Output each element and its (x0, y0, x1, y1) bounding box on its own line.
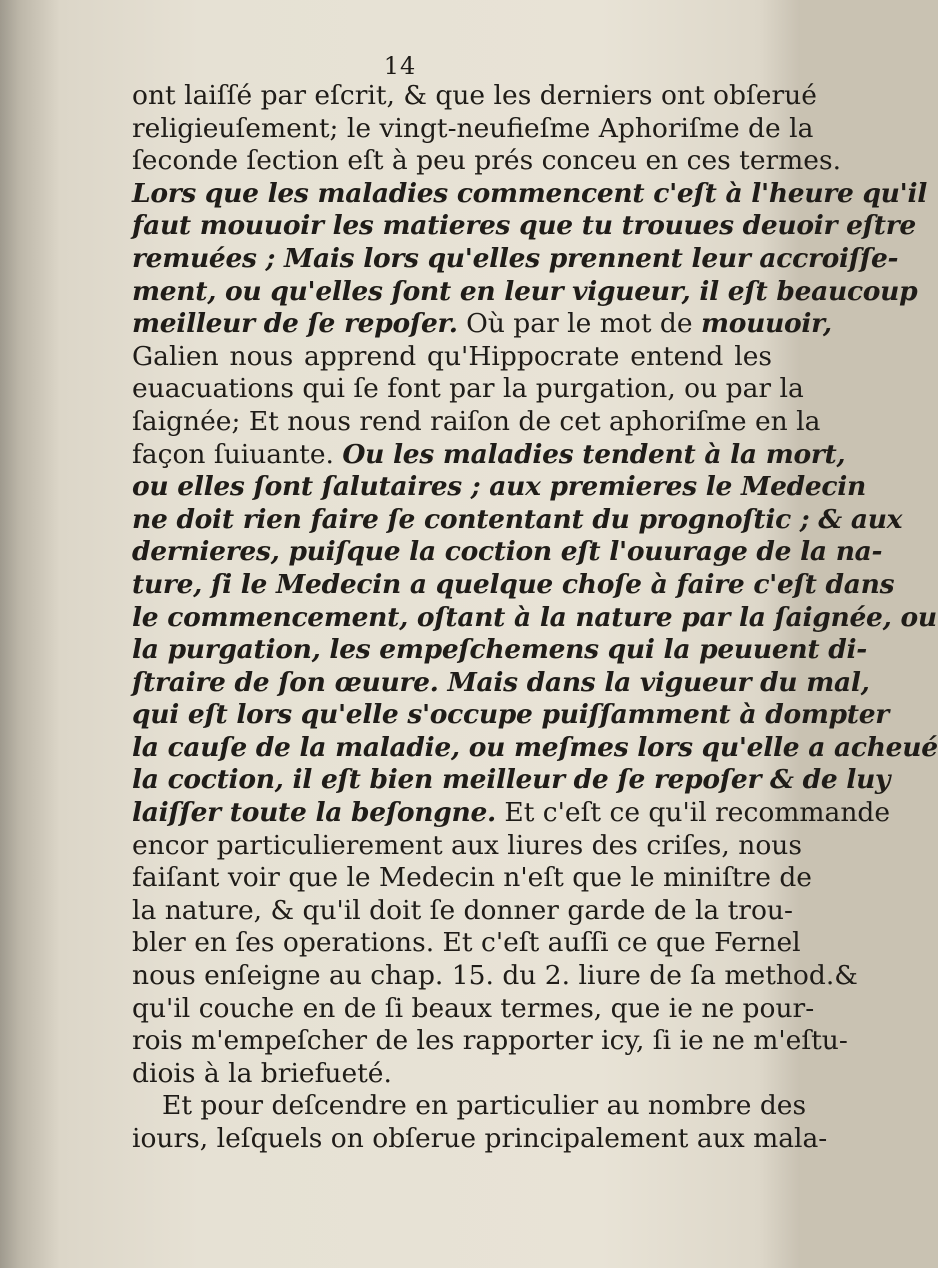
italic-text-segment: ture, ſi le Medecin a quelque choſe à faire c'eſt dans (132, 568, 895, 600)
text-segment: bler en ſes operations. Et c'eſt auſſi ce que Fernel (132, 927, 801, 959)
text-line (132, 568, 895, 602)
text-line (132, 373, 804, 406)
text-segment: ſeconde ſection eſt à peu prés conceu en ces termes. (132, 145, 842, 177)
text-segment: Galien nous apprend qu'Hippocrate entend les (132, 340, 772, 372)
italic-text-segment: Lors que les maladies commencent c'eſt à l'heure qu'il (132, 177, 928, 209)
italic-text-segment: remuées ; Mais lors qu'elles prennent leur accroiſſe- (132, 242, 899, 274)
text-segment: ont laiſſé par eſcrit, & que les derniers ont obſerué (132, 80, 817, 111)
text-segment: diois à la briefueté. (132, 1057, 392, 1089)
text-line (132, 536, 883, 569)
text-line (132, 80, 817, 113)
text-line (132, 275, 918, 309)
text-line (132, 1058, 772, 1091)
text-line (132, 341, 772, 374)
text-line (132, 177, 928, 211)
text-line (132, 731, 938, 765)
italic-text-segment: ne doit rien faire ſe contentant du prognoſtic ; & aux (132, 503, 903, 535)
text-segment: euacuations qui ſe font par la purgation, ou par la (132, 373, 804, 405)
italic-text-segment: la purgation, les empeſchemens qui la peuuent di- (132, 634, 867, 666)
text-segment: iours, leſquels on obſerue principalement aux mala- (132, 1123, 828, 1154)
italic-text-segment: la cauſe de la maladie, ou meſmes lors qu'elle a acheué (132, 731, 938, 763)
text-line (132, 927, 801, 960)
text-segment: Et c'eſt ce qu'il recommande (495, 797, 891, 829)
italic-text-segment: la coction, il eſt bien meilleur de ſe repoſer & de luy (132, 764, 891, 796)
text-line (132, 438, 846, 472)
text-line (132, 862, 812, 895)
text-line (132, 992, 815, 1026)
text-line (132, 308, 832, 341)
text-line (132, 503, 903, 537)
text-line (132, 666, 870, 700)
text-line (132, 1123, 828, 1156)
text-segment: qu'il couche en de ſi beaux termes, que ie ne pour- (132, 992, 815, 1024)
text-line (132, 145, 842, 178)
text-line (132, 405, 821, 439)
text-segment: nous enſeigne au chap. 15. du 2. liure de ſa method.& (132, 960, 858, 992)
italic-text-segment: ment, ou qu'elles ſont en leur vigueur, il eſt beaucoup (132, 275, 918, 307)
italic-text-segment: mouuoir, (700, 308, 832, 340)
text-line (132, 112, 814, 146)
italic-text-segment: Ou les maladies tendent à la mort, (342, 438, 846, 470)
text-line (132, 699, 889, 732)
text-line (132, 242, 899, 276)
italic-text-segment: le commencement, oſtant à la nature par la ſaignée, ou (132, 601, 937, 633)
text-segment: façon ſuiuante. (132, 438, 343, 470)
text-segment: religieuſement; le vingt-neufieſme Aphoriſme de la (132, 112, 814, 144)
italic-text-segment: dernieres, puiſque la coction eſt l'ouurage de la na- (132, 536, 883, 568)
text-line (132, 210, 916, 243)
text-segment: la nature, & qu'il doit ſe donner garde de la trou- (132, 894, 793, 926)
text-line (132, 764, 891, 797)
italic-text-segment: ou elles ſont ſalutaires ; aux premieres le Medecin (132, 471, 866, 503)
text-segment: ſaignée; Et nous rend raiſon de cet aphoriſme en la (132, 405, 821, 437)
text-segment: Où par le mot de (457, 308, 701, 340)
text-line (132, 601, 937, 635)
italic-text-segment: qui eſt lors qu'elle s'occupe puiſſamment à dompter (132, 699, 889, 731)
text-line (132, 894, 793, 928)
text-line (132, 1025, 848, 1058)
page-number: 14 (383, 52, 417, 80)
text-line (132, 797, 891, 830)
italic-text-segment: laiſſer toute la beſongne. (132, 797, 496, 829)
text-segment: Et pour deſcendre en particulier au nombre des (162, 1090, 807, 1122)
text-line (132, 960, 858, 993)
text-line (132, 829, 802, 863)
italic-text-segment: ſtraire de ſon œuure. Mais dans la vigueur du mal, (132, 666, 870, 698)
text-segment: encor particulierement aux liures des criſes, nous (132, 829, 802, 861)
text-line (132, 471, 866, 504)
italic-text-segment: meilleur de ſe repoſer. (132, 308, 458, 340)
text-segment: faiſant voir que le Medecin n'eſt que le miniſtre de (132, 862, 812, 894)
text-line (132, 1090, 807, 1123)
italic-text-segment: faut mouuoir les matieres que tu trouues deuoir eſtre (132, 210, 916, 242)
text-block (132, 80, 938, 1156)
text-line (132, 634, 867, 667)
text-segment: rois m'empeſcher de les rapporter icy, ſi ie ne m'eſtu- (132, 1025, 848, 1057)
